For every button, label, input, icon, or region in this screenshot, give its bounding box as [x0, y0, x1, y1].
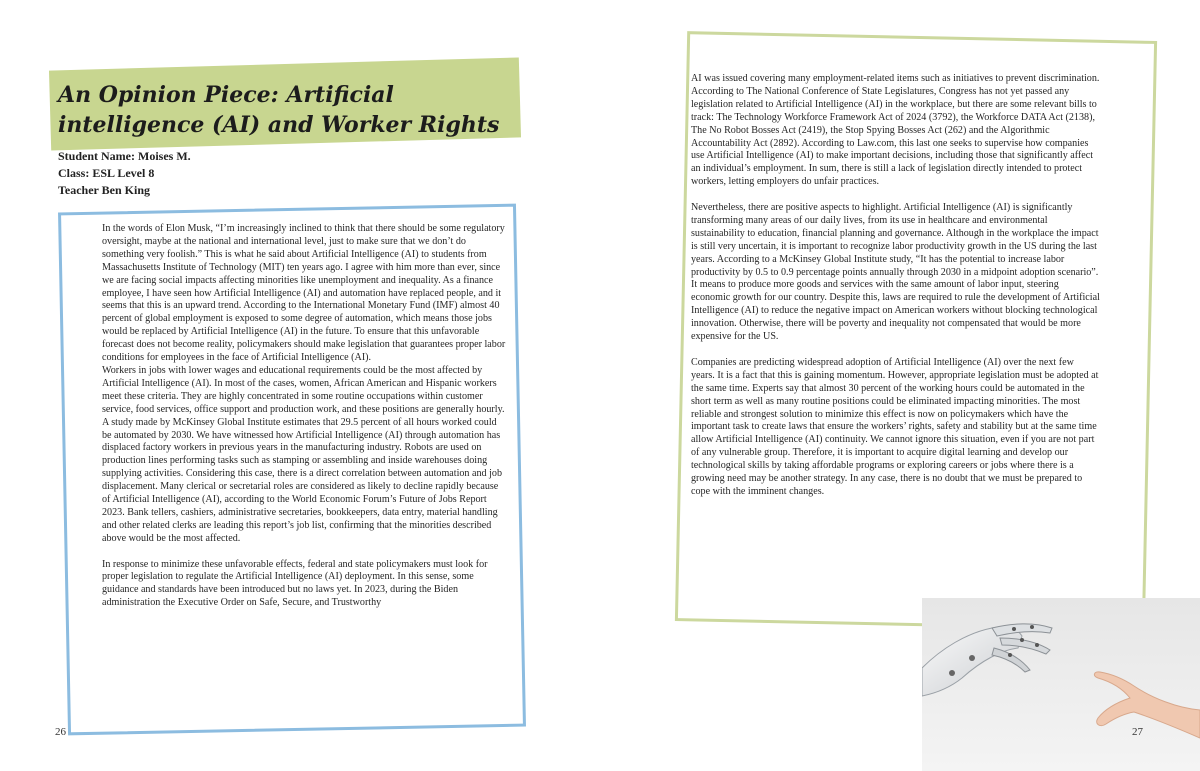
article-title: An Opinion Piece: Artificial intelligence (AI) and Worker Rights	[58, 82, 500, 138]
paragraph: In response to minimize these unfavorable effects, federal and state policymakers must look for proper legislation to regulate the Artificial Intelligence (AI) deployment. In this sense, some guidance and standards have been introduced but no laws yet. In 2023, during the Biden administration the Executive Order on Safe, Secure, and Trustworthy	[102, 558, 488, 609]
right-page	[600, 0, 1200, 771]
right-article-body	[691, 73, 1100, 499]
paragraph: Workers in jobs with lower wages and educational requirements could be the most affected by Artificial Intelligence (AI). In most of the cases, women, African American and Hispanic workers meet these criteria. They are highly concentrated in some routine occupations within customer service, food services, office support and production work, and these positions are generally hourly. A study made by McKinsey Global Institute estimates that 29.5 percent of all hours worked could be automated by 2030. We have witnessed how Artificial Intelligence (AI) through automation has displaced factory workers in previous years in the manufacturing industry. Robots are used on production lines performing tasks such as stamping or assembling and inside warehouses doing supplying activities. Considering this case, there is a direct correlation between automation and job displacement. Many clerical or secretarial roles are considered as likely to decline rapidly because of Artificial Intelligence (AI), according to the World Economic Forum’s Future of Jobs Report 2023. Bank tellers, cashiers, administrative secretaries, bookkeepers, data entry, material handling and other related clerks are leading this report’s job list, confirming that the minorities described above would be the most affected.	[102, 364, 505, 544]
student-info	[58, 148, 191, 199]
student-name: Student Name: Moises M.	[58, 149, 191, 163]
page-number: 27	[1132, 726, 1143, 738]
paragraph: In the words of Elon Musk, “I’m increasingly inclined to think that there should be some regulatory oversight, maybe at the national and international level, just to make sure that we don’t do something very foolish.” This is what he said about Artificial Intelligence (AI) to students from Massachusetts Institute of Technology (MIT) ten years ago. I agree with him more than ever, since we are facing social impacts affecting minorities like unemployment and inequality. As a finance employee, I have seen how Artificial Intelligence (AI) and automation have replaced people, and it seems that this is an upward trend. According to the International Monetary Fund (IMF) almost 40 percent of global employment is exposed to some degree of automation, which means those jobs would be replaced by Artificial Intelligence (AI) in the future. To ensure that this unfavorable forecast does not become reality, policymakers should make legislation that guarantees proper labor conditions for employees in the face of Artificial Intelligence (AI).	[102, 223, 506, 364]
class-name: Class: ESL Level 8	[58, 166, 155, 180]
paragraph: Companies are predicting widespread adoption of Artificial Intelligence (AI) over the next few years. It is a fact that this is gaining momentum. However, appropriate legislation must be adopted at the same time. Experts say that almost 30 percent of the working hours could be automated in the short term as well as many routine positions could be eliminated impacting minorities. The most reliable and strongest solution to minimize this effect is now on policymakers which have the important task to create laws that ensure the workers’ rights, safety and stability but at the same time allow Artificial Intelligence (AI) continuity. We cannot ignore this situation, even if you are not part of any vulnerable group. Therefore, it is important to acquire digital learning and develop our technological skills by taking affordable programs or exploring careers or jobs where there is a growing need may be another strategy. In any case, there is no doubt that we must be prepared to cope with the imminent changes.	[691, 356, 1099, 497]
page-number: 26	[55, 726, 66, 738]
paragraph: Nevertheless, there are positive aspects to highlight. Artificial Intelligence (AI) is significantly transforming many areas of our daily lives, from its use in healthcare and environmental sustainability to education, financial planning and governance. Although in the workplace the impact is still very uncertain, it is important to recognize labor productivity growth in the US during the last years. According to a McKinsey Global Institute study, “It has the potential to increase labor productivity by 0.5 to 0.9 percentage points annually through 2030 in a midpoint adoption scenario”. It means to produce more goods and services with the same amount of labor input, steering economic growth for our country. Despite this, laws are required to rule the development of Artificial Intelligence (AI) to reduce the negative impact on American workers without blocking technological innovation. Otherwise, there will be poverty and inequality not compensated that would be more expensive for the US.	[691, 202, 1100, 343]
paragraph: AI was issued covering many employment-related items such as initiatives to prevent discrimination. According to The National Conference of State Legislatures, Congress has not yet passed any legislation related to Artificial Intelligence (AI) in the workplace, but there are some relevant bills to track: The Technology Workforce Framework Act of 2024 (3792), the Workforce DATA Act (2138), The No Robot Bosses Act (2419), the Stop Spying Bosses Act (262) and the Algorithmic Accountability Act (2892). According to Law.com, this last one seeks to supervise how companies use Artificial Intelligence (AI) to make important decisions, including those that significantly affect an individual’s employment. In sum, there is still a lack of legislation directly intended to protect workers, letting employers do unfair practices.	[691, 73, 1100, 188]
left-article-body	[102, 223, 506, 610]
teacher-name: Teacher Ben King	[58, 183, 151, 197]
robot-and-human-hand-icon	[922, 598, 1200, 771]
